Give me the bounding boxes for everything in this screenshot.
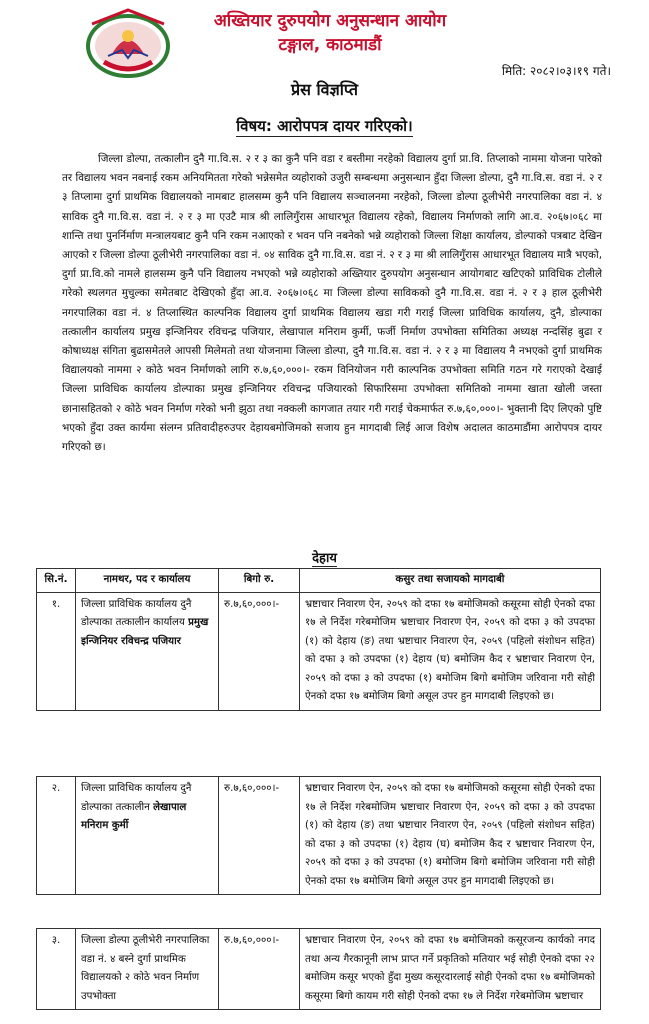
row-name-bold: प्रमुख इन्जिनियर रविचन्द्र पजियार	[81, 617, 209, 647]
row-name	[76, 929, 219, 1010]
row-name-plain: जिल्ला प्राविधिक कार्यालय दुनै डोल्पाका तत्कालीन	[81, 783, 192, 813]
organization-name: अख्तियार दुरुपयोग अनुसन्धान आयोग	[213, 11, 447, 31]
header-name: नामथर, पद र कार्यालय	[76, 569, 219, 593]
row-amount: रु.७,६०,०००।-	[219, 777, 300, 895]
accused-table-continued	[36, 928, 601, 1010]
table-row	[37, 777, 601, 895]
header-sn: सि.नं.	[37, 569, 76, 593]
row-charge: भ्रष्टाचार निवारण ऐन, २०५९ को दफा १७ बमोजिमको कसूरजन्य कार्यको नगद तथा अन्य गैरकानूनी लाभ प्राप्त गर्ने प्रकृतिको मतियार भई सोही ऐनको दफा २२ बमोजिम कसूर भएको हुँदा मुख्य कसूरदारलाई सोही ऐनको दफा १७ बमोजिमको कसूरमा बिगो कायम गरी सोही ऐनको दफा १७ ले निर्देश गरेबमोजिम भ्रष्टाचार	[300, 929, 601, 1010]
document-date: मिति: २०८२।०३।१९ गते।	[501, 64, 611, 78]
subject-line	[0, 116, 649, 136]
accused-table	[36, 568, 601, 711]
header-charge: कसुर तथा सजायको मागदाबी	[300, 569, 601, 593]
row-name-plain: जिल्ला डोल्पा ठूलीभेरी नगरपालिका वडा नं. ४ बस्ने दुर्गा प्राथमिक विद्यालयको २ कोठे भवन निर्माण उपभोक्ता	[81, 935, 210, 1002]
row-charge: भ्रष्टाचार निवारण ऐन, २०५९ को दफा १७ बमोजिमको कसूरमा सोही ऐनको दफा १७ ले निर्देश गरेबमोजिम भ्रष्टाचार निवारण ऐन, २०५९ को दफा ३ को उपदफा (१) को देहाय (ङ) तथा भ्रष्टाचार निवारण ऐन, २०५९ (पहिलो संशोधन सहित) को दफा ३ को उपदफा (१) देहाय (घ) बमोजिम कैद र भ्रष्टाचार निवारण ऐन, २०५९ को दफा ३ को उपदफा (१) बमोजिम बिगो बमोजिम जरिवाना गरी सोही ऐनको दफा १७ बमोजिम बिगो असूल उपर हुन मागदाबी लिइएको छ।	[300, 777, 601, 895]
table-row	[37, 592, 601, 710]
accused-table-continued	[36, 776, 601, 895]
header-amount: बिगो रु.	[219, 569, 300, 593]
press-release-title: प्रेस विज्ञप्ति	[291, 80, 358, 99]
row-name	[76, 592, 219, 710]
row-name	[76, 777, 219, 895]
row-sn: १.	[37, 592, 76, 710]
organization-address: टङ्गाल, काठमाडौं	[278, 35, 382, 55]
row-name-bold: लेखापाल मनिराम कुर्मी	[81, 801, 187, 831]
row-sn: २.	[37, 777, 76, 895]
row-charge: भ्रष्टाचार निवारण ऐन, २०५९ को दफा १७ बमोजिमको कसूरमा सोही ऐनको दफा १७ ले निर्देश गरेबमोजिम भ्रष्टाचार निवारण ऐन, २०५९ को दफा ३ को उपदफा (१) को देहाय (ङ) तथा भ्रष्टाचार निवारण ऐन, २०५९ (पहिलो संशोधन सहित) को दफा ३ को उपदफा (१) देहाय (घ) बमोजिम कैद र भ्रष्टाचार निवारण ऐन, २०५९ को दफा ३ को उपदफा (१) बमोजिम बिगो बमोजिम जरिवाना गरी सोही ऐनको दफा १७ बमोजिम बिगो असूल उपर हुन मागदाबी लिइएको छ।	[300, 592, 601, 710]
subject-text: विषय: आरोपपत्र दायर गरिएको।	[236, 117, 413, 135]
row-amount: रु.७,६०,०००।-	[219, 592, 300, 710]
table-header-row	[37, 569, 601, 593]
row-name-plain: जिल्ला प्राविधिक कार्यालय दुनै डोल्पाका तत्कालीन कार्यालय	[81, 598, 192, 628]
row-amount: रु.७,६०,०००।-	[219, 929, 300, 1010]
dehaya-heading	[0, 548, 649, 566]
row-sn: ३.	[37, 929, 76, 1010]
body-paragraph: जिल्ला डोल्पा, तत्कालीन दुनै गा.वि.स. २ र ३ का कुनै पनि वडा र बस्तीमा नरहेको विद्यालय दुर्गा प्रा.वि. तिप्लाको नाममा योजना पारेको तर विद्यालय भवन नबनाई रकम अनियमितता गरेको भन्नेसमेत व्यहोराको उजुरी सम्बन्धमा अनुसन्धान हुँदा जिल्ला डोल्पा, दुनै गा.वि.स. वडा नं. २ र ३ तिप्लामा दुर्गा प्राथमिक विद्यालयको नामबाट हालसम्म कुनै पनि विद्यालय सञ्चालनमा नरहेको, जिल्ला डोल्पा ठूलीभेरी नगरपालिका वडा नं. ४ साविक दुनै गा.वि.स. वडा नं. २ र ३ मा एउटै मात्र श्री लालिगुँरास आधारभूत विद्यालय रहेको, विद्यालय निर्माणको लागि आ.व. २०६७।०६८ मा शान्ति तथा पुनर्निर्माण मन्त्रालयबाट कुनै पनि रकम नआएको र भवन पनि नबनेको भन्ने व्यहोराको जिल्ला शिक्षा कार्यालय, डोल्पाको पत्रबाट देखिन आएको र जिल्ला डोल्पा ठूलीभेरी नगरपालिका वडा नं. ०४ साविक दुनै गा.वि.स. वडा नं. २ र ३ मा श्री लालिगुँरास आधारभूत विद्यालय मात्रै भएको, दुर्गा प्रा.वि.को नामले हालसम्म कुनै पनि विद्यालय नभएको भन्ने व्यहोराको अख्तियार दुरुपयोग अनुसन्धान आयोगबाट खटिएको प्राविधिक टोलीले गरेको स्थलगत मुचुल्का समेतबाट देखिएको हुँदा आ.व. २०६७।०६८ मा जिल्ला डोल्पा साविकको दुनै गा.वि.स. वडा नं. २ र ३ हाल ठूलीभेरी नगरपालिका वडा नं. ४ तिप्लास्थित काल्पनिक विद्यालय दुर्गा प्राथमिक विद्यालय खडा गरी गराई जिल्ला प्राविधिक कार्यालय, दुनै, डोल्पाका तत्कालीन कार्यालय प्रमुख इन्जिनियर रविचन्द्र पजियार, लेखापाल मनिराम कुर्मी, फर्जी निर्माण उपभोक्ता समितिका अध्यक्ष नन्दसिंह बुढा र कोषाध्यक्ष संगिता बुढासमेतले आपसी मिलेमतो तथा योजनामा जिल्ला डोल्पा, दुनै गा.वि.स. वडा नं. २ र ३ मा विद्यालय नै नभएको दुर्गा प्राथमिक विद्यालयको नाममा २ कोठे भवन निर्माणको लागि रु.७,६०,०००।- रकम विनियोजन गरी काल्पनिक उपभोक्ता समिति गठन गरे गराएको देखाई जिल्ला प्राविधिक कार्यालय डोल्पाका प्रमुख इन्जिनियर रविचन्द्र पजियारको सिफारिसमा उपभोक्ता समितिको नाममा खाता खोली जस्ता छानासहितको २ कोठे भवन निर्माण गरेको भनी झुठा तथा नक्कली कागजात तयार गरी गराई चेकमार्फत रु.७,६०,०००।- भुक्तानी दिए लिएको पुष्टि भएको हुँदा उक्त कार्यमा संलग्न प्रतिवादीहरुउपर देहायबमोजिमको सजाय हुन मागदाबी लिई आज विशेष अदालत काठमाडौंमा आरोपपत्र दायर गरिएको छ।	[62, 153, 602, 454]
dehaya-text: देहाय	[312, 551, 337, 566]
nepal-emblem-icon	[82, 6, 174, 80]
table-row	[37, 929, 601, 1010]
